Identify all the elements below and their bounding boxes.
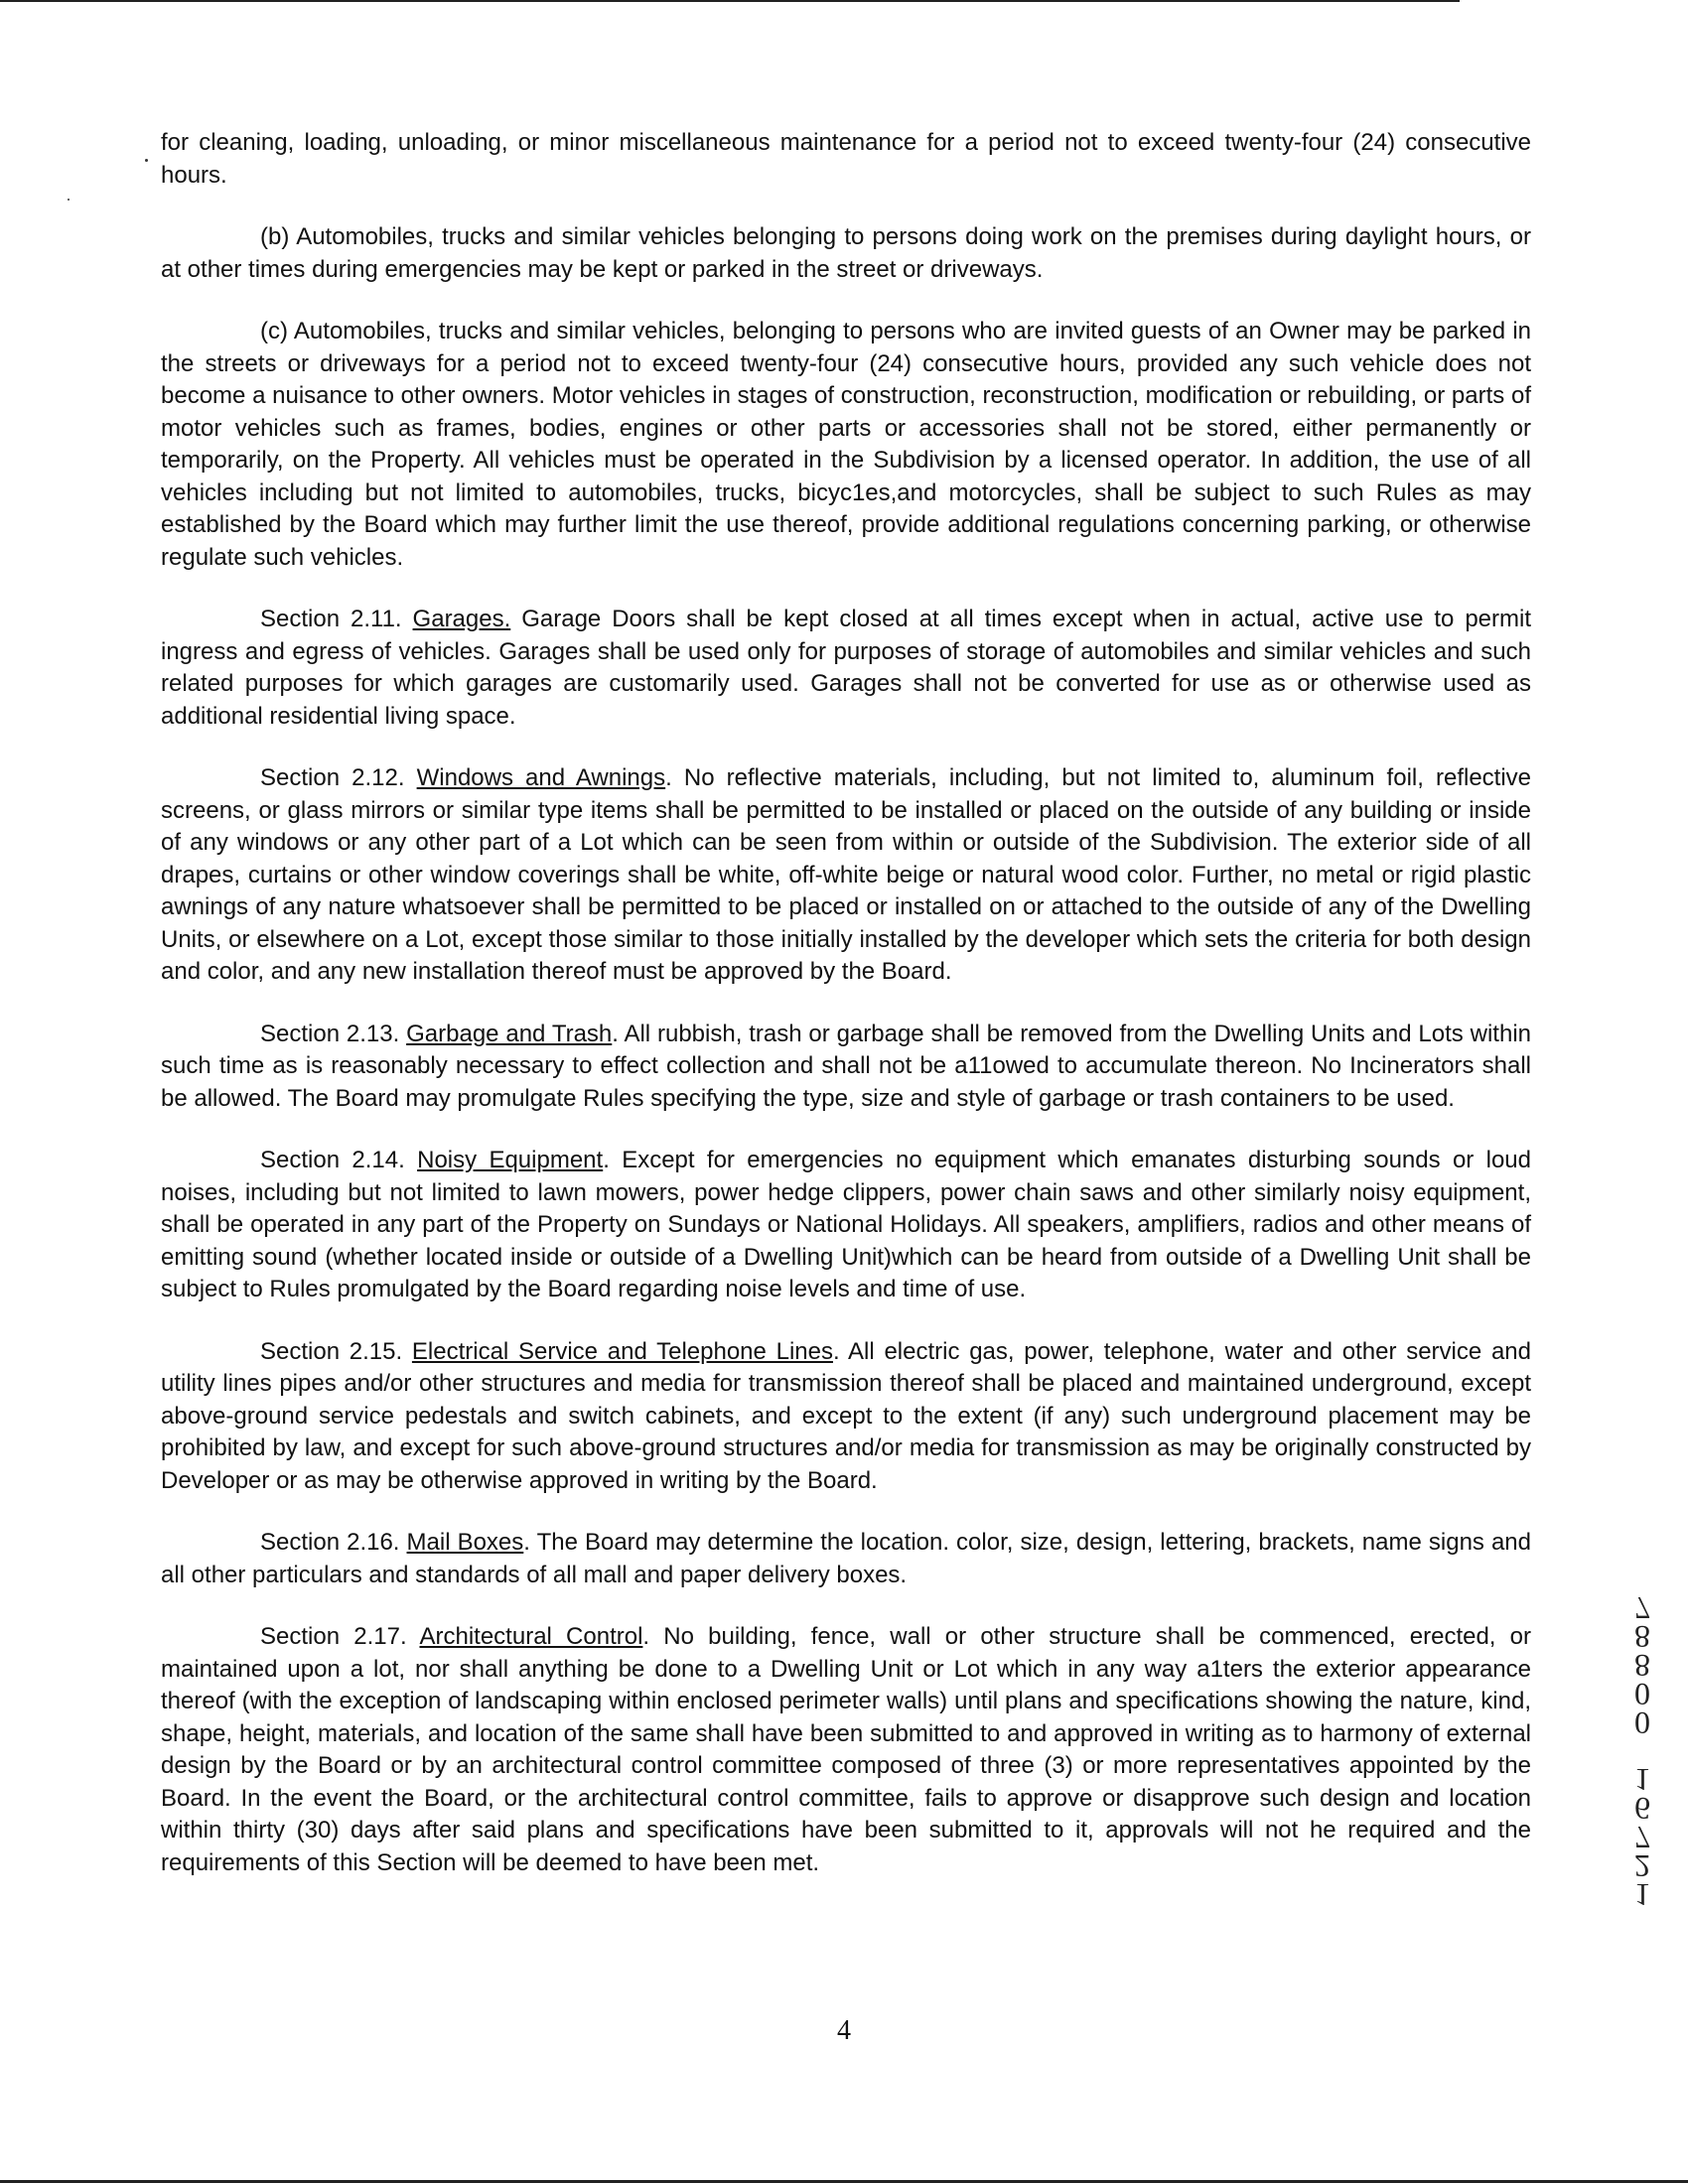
section-text: . No building, fence, wall or other structure shall be commenced, erected, or maintained upon a lot, nor shall anything be done to a Dwelling Unit or Lot which in any way a1ters the exterior appearance thereof (with the exception of landscaping within enclosed perimeter walls) until plans and specifications showing the nature, kind, shape, height, materials, and location of the same shall have been submitted to and approved in writing as to harmony of external design by the Board or by an architectural control committee composed of three (3) or more representatives appointed by the Board. In the event the Board, or the architectural control committee, fails to approve or disapprove such design and location within thirty (30) days after said plans and specifications have been submitted to it, approvals will not he required and the requirements of this Section will be deemed to have been met.: [161, 1623, 1531, 1876]
section-heading: Architectural Control: [419, 1623, 643, 1650]
section-2-12: [161, 762, 1531, 989]
section-2-15: [161, 1336, 1531, 1498]
section-number: Section 2.11.: [260, 606, 402, 632]
paragraph-b: [161, 221, 1531, 286]
section-2-11: [161, 604, 1531, 733]
paragraph-c: [161, 316, 1531, 574]
stamp-digit: 1: [1634, 1877, 1650, 1913]
section-text: . No reflective materials, including, but not limited to, aluminum foil, reflective screens, or glass mirrors or similar type items shall be permitted to be installed or placed on the outside of any building or inside of any windows or any other part of a Lot which can be seen from within or outside of the Subdivision. The exterior side of all drapes, curtains or other window coverings shall be white, off-white beige or natural wood color. Further, no metal or rigid plastic awnings of any nature whatsoever shall be permitted to be placed or installed on or attached to the outside of any of the Dwelling Units, or elsewhere on a Lot, except those similar to those initially installed by the developer which sets the criteria for both design and color, and any new installation thereof must be approved by the Board.: [161, 764, 1532, 985]
paragraph-text: (b) Automobiles, trucks and similar vehicles belonging to persons doing work on the premises during daylight hours, or at other times during emergencies may be kept or parked in the street or driveways.: [161, 223, 1531, 283]
page-number: 4: [837, 2015, 851, 2046]
document-body: [161, 127, 1531, 1909]
section-number: Section 2.17.: [260, 1623, 407, 1650]
paragraph-text: (c) Automobiles, trucks and similar vehicles, belonging to persons who are invited guests of an Owner may be parked in the streets or driveways for a period not to exceed twenty-four (24) consecutive hours, provided any such vehicle does not become a nuisance to other owners. Motor vehicles in stages of construction, reconstruction, modification or rebuilding, or parts of motor vehicles such as frames, bodies, engines or other parts or accessories shall not be stored, either permanently or temporarily, on the Property. All vehicles must be operated in the Subdivision by a licensed operator. In addition, the use of all vehicles including but not limited to automobiles, trucks, bicyc1es,and motorcycles, shall be subject to such Rules as may established by the Board which may further limit the use thereof, provide additional regulations concerning parking, or otherwise regulate such vehicles.: [161, 318, 1531, 571]
section-heading: Garages.: [412, 606, 511, 632]
stamp-gap: [1626, 1737, 1658, 1765]
section-2-13: [161, 1019, 1531, 1116]
section-text: . All rubbish, trash or garbage shall be removed from the Dwelling Units and Lots within such time as is reasonably necessary to effect collection and shall not be a11owed to accumulate thereon. No Incinerators shall be allowed. The Board may promulgate Rules specifying the type, size and style of garbage or trash containers to be used.: [161, 1020, 1531, 1112]
stamp-digit: 0: [1634, 1706, 1650, 1741]
section-number: Section 2.13.: [260, 1020, 400, 1047]
section-text: . All electric gas, power, telephone, water and other service and utility lines pipes and/or other structures and media for transmission thereof shall be placed and maintained underground, except above-ground service pedestals and switch cabinets, and except to the extent (if any) such underground placement may be prohibited by law, and except for such above-ground structures and/or media for transmission as may be originally constructed by Developer or as may be otherwise approved in writing by the Board.: [161, 1337, 1531, 1494]
side-stamp: [1626, 1590, 1658, 1913]
section-2-17: [161, 1621, 1531, 1879]
stamp-digit: 2: [1634, 1848, 1650, 1884]
section-number: Section 2.16.: [260, 1529, 400, 1556]
stray-mark: [145, 159, 148, 162]
stamp-digit: 8: [1634, 1619, 1650, 1655]
section-number: Section 2.12.: [260, 764, 405, 791]
stray-mark: [68, 199, 70, 201]
section-heading: Windows and Awnings: [416, 764, 666, 791]
section-heading: Noisy Equipment: [417, 1147, 604, 1173]
section-heading: Electrical Service and Telephone Lines: [411, 1337, 833, 1365]
stamp-digit: 1: [1634, 1762, 1650, 1798]
section-heading: Mail Boxes: [406, 1529, 524, 1556]
scan-edge-top: [0, 0, 1460, 2]
section-number: Section 2.15.: [260, 1337, 403, 1365]
section-text: . The Board may determine the location. color, size, design, lettering, brackets, name signs and all other particulars and standards of all mall and paper delivery boxes.: [161, 1529, 1532, 1588]
section-2-14: [161, 1145, 1531, 1306]
paragraph-text: for cleaning, loading, unloading, or minor miscellaneous maintenance for a period not to exceed twenty-four (24) consecutive hours.: [161, 129, 1531, 189]
section-heading: Garbage and Trash: [406, 1020, 613, 1047]
stamp-digit: 7: [1634, 1590, 1650, 1626]
section-2-16: [161, 1527, 1531, 1591]
section-text: Garage Doors shall be kept closed at all times except when in actual, active use to permit ingress and egress of vehicles. Garages shall be used only for purposes of storage of automobiles and similar vehicles and such related purposes for which garages are customarily used. Garages shall not be converted for use as or otherwise used as additional residential living space.: [161, 606, 1532, 730]
scan-edge-bottom: [0, 2180, 1688, 2183]
section-number: Section 2.14.: [260, 1147, 405, 1173]
paragraph-continuation: [161, 127, 1531, 192]
stamp-digit: 7: [1634, 1820, 1650, 1855]
section-text: . Except for emergencies no equipment which emanates disturbing sounds or loud noises, including but not limited to lawn mowers, power hedge clippers, power chain saws and other similarly noisy equipment, shall be operated in any part of the Property on Sundays or National Holidays. All speakers, amplifiers, radios and other means of emitting sound (whether located inside or outside of a Dwelling Unit)which can be heard from outside of a Dwelling Unit shall be subject to Rules promulgated by the Board regarding noise levels and time of use.: [161, 1147, 1532, 1302]
stamp-digit: 8: [1634, 1648, 1650, 1684]
stamp-digit: 6: [1634, 1791, 1650, 1827]
stamp-digit: 0: [1634, 1677, 1650, 1712]
